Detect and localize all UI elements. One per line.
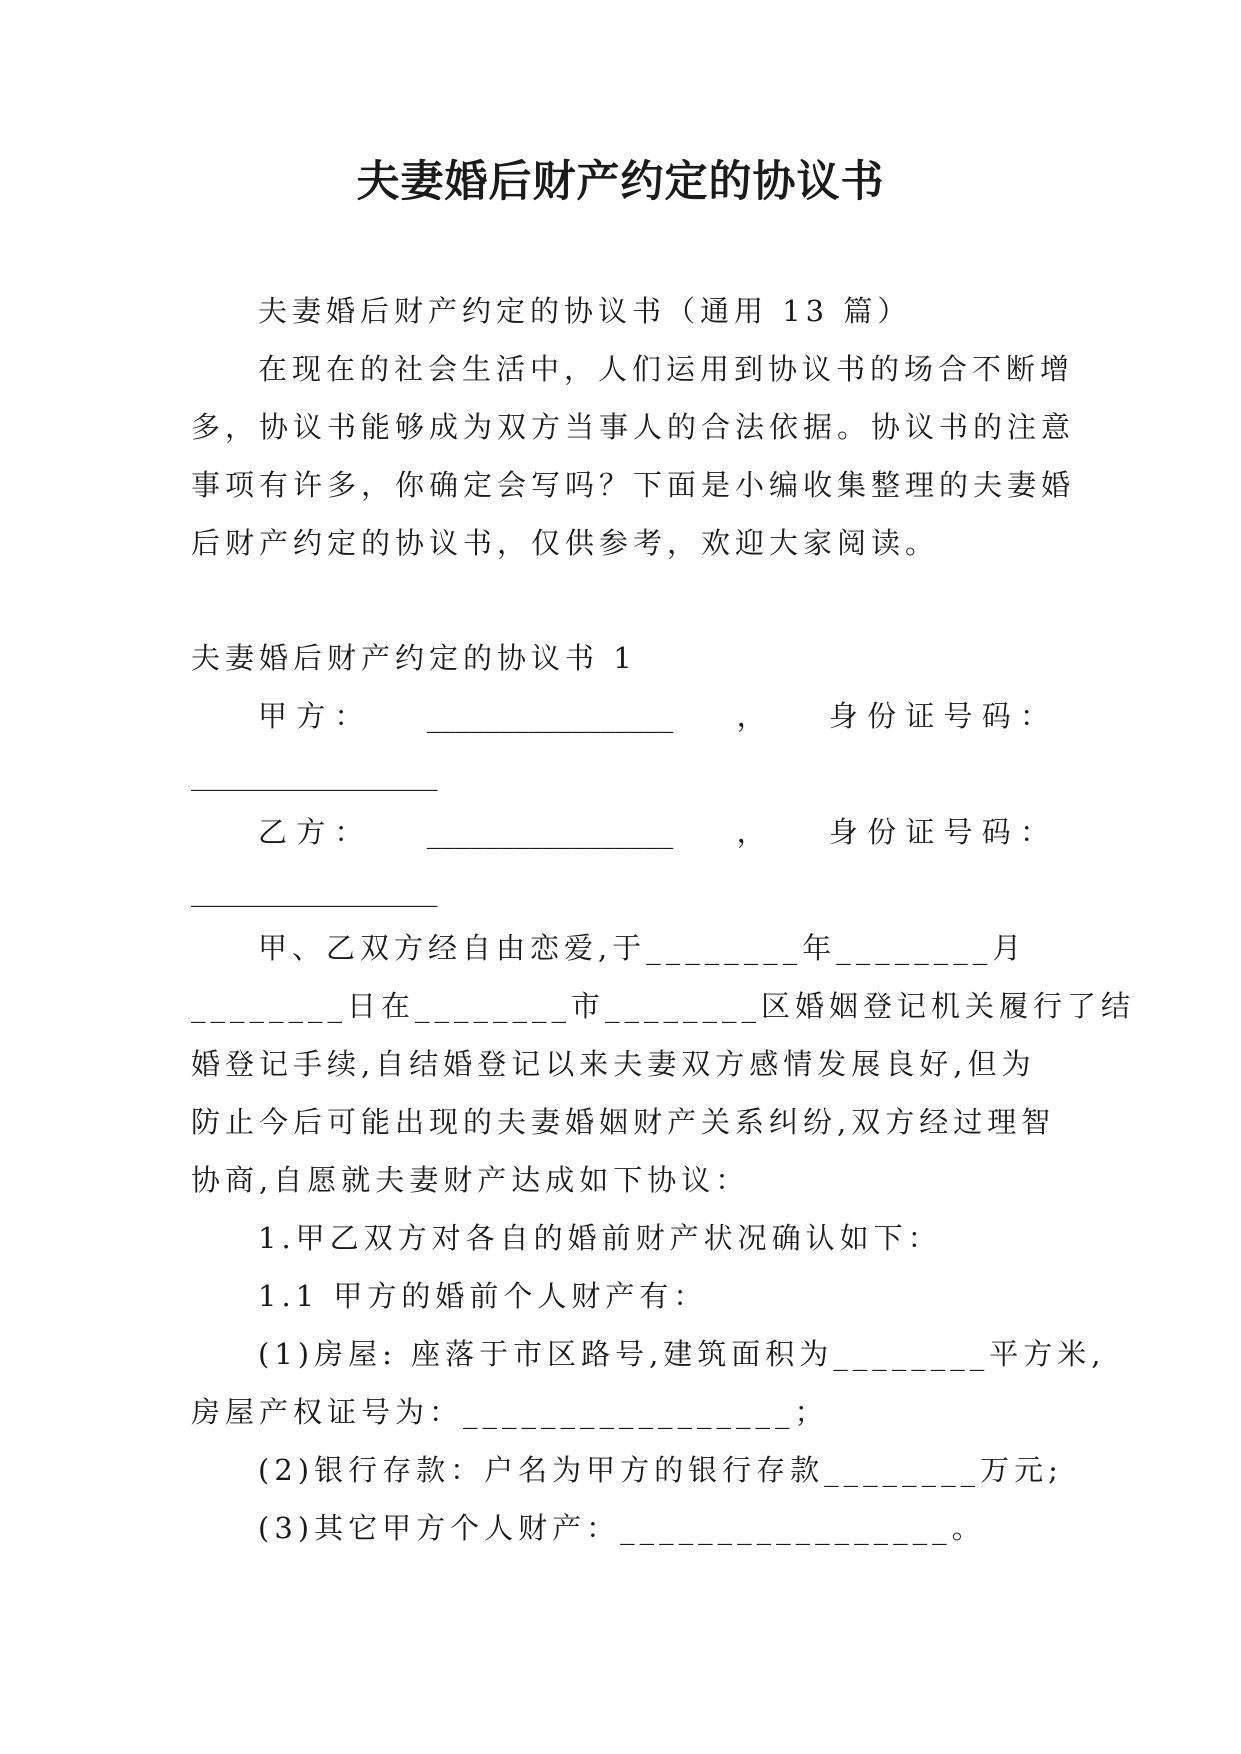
party-a-label: 甲 方 ：: [258, 699, 364, 733]
clause-house: (1)房屋: 座落于市区路号,建筑面积为________平方米,: [258, 1337, 1106, 1371]
intro-line-4: 后财产约定的协议书，仅供参考，欢迎大家阅读。: [191, 526, 940, 560]
party-a-comma: ，: [736, 699, 766, 733]
intro-line-3: 事项有许多，你确定会写吗？下面是小编收集整理的夫妻婚: [191, 468, 1076, 502]
party-b-line: [258, 812, 1049, 852]
intro-line-1: [258, 349, 1075, 389]
clause-1-1: 1.1 甲方的婚前个人财产有：: [258, 1279, 708, 1313]
intro-line-1-text: 在现在的社会生活中，人们运用到协议书的场合不断增: [258, 352, 1075, 386]
body-line-3: 婚登记手续,自结婚登记以来夫妻双方感情发展良好,但为: [191, 1047, 1036, 1081]
clause-1: 1.甲乙双方对各自的婚前财产状况确认如下：: [258, 1221, 942, 1255]
party-b-name-blank: _________________: [426, 815, 674, 849]
body-line-1: 甲、乙双方经自由恋爱,于________年________月: [258, 931, 1027, 965]
party-a-name-blank: _________________: [426, 699, 674, 733]
section-heading: 夫妻婚后财产约定的协议书 1: [191, 641, 637, 675]
party-a-id-blank: _________________: [191, 757, 438, 791]
party-b-id-blank: _________________: [191, 873, 438, 907]
document-title: 夫妻婚后财产约定的协议书: [356, 157, 885, 207]
party-a-id-label: 身 份 证 号 码 ：: [828, 699, 1049, 733]
party-b-label: 乙 方 ：: [258, 815, 364, 849]
subtitle: 夫妻婚后财产约定的协议书（通用 13 篇）: [258, 294, 912, 328]
party-b-comma: ，: [736, 815, 766, 849]
body-line-4: 防止今后可能出现的夫妻婚姻财产关系纠纷,双方经过理智: [191, 1105, 1056, 1139]
clause-deposit: (2)银行存款：户名为甲方的银行存款________万元;: [258, 1453, 1063, 1487]
clause-other: (3)其它甲方个人财产：_________________。: [258, 1511, 986, 1545]
clause-house-cert: 房屋产权证号为：_________________；: [191, 1395, 829, 1429]
body-line-2: ________日在________市________区婚姻登记机关履行了结: [191, 989, 1136, 1023]
party-b-id-label: 身 份 证 号 码 ：: [828, 815, 1049, 849]
intro-line-2: 多，协议书能够成为双方当事人的合法依据。协议书的注意: [191, 410, 1076, 444]
body-line-5: 协商,自愿就夫妻财产达成如下协议：: [191, 1163, 750, 1197]
party-a-line: [258, 696, 1049, 736]
